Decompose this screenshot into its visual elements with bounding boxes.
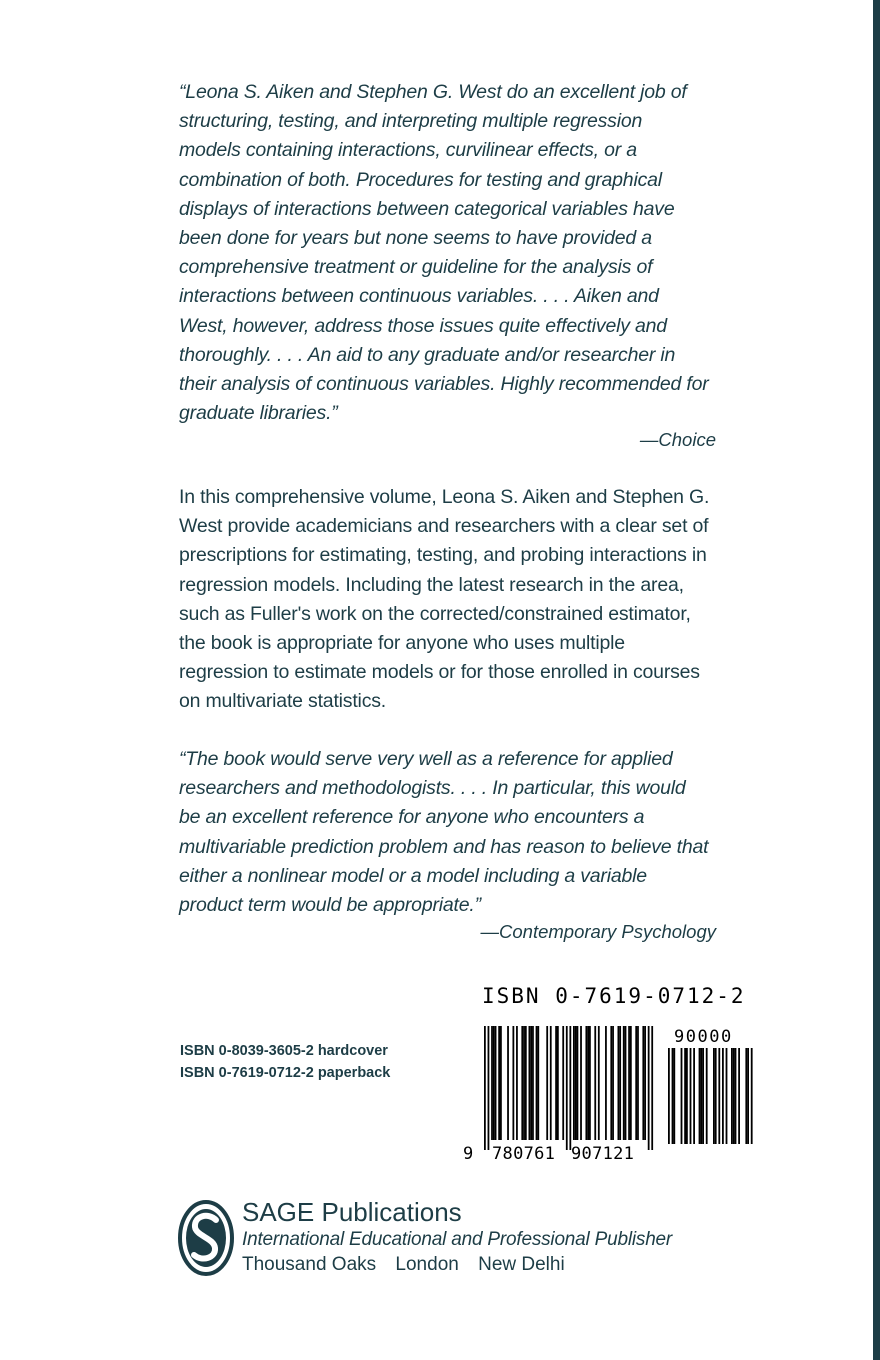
addon-digits: 90000 <box>674 1027 733 1047</box>
quote-line: product term would be appropriate.” <box>179 894 481 917</box>
sage-logo-icon <box>178 1200 234 1276</box>
barcode-bar <box>598 1026 600 1140</box>
addon-bar <box>681 1048 683 1144</box>
barcode-bar <box>575 1026 577 1140</box>
addon-bar <box>693 1048 695 1144</box>
ean-first-digit: 9 <box>463 1144 474 1164</box>
review-quote-choice <box>179 78 724 452</box>
city-london: London <box>395 1254 459 1275</box>
isbn-hardcover: ISBN 0-8039-3605-2 hardcover <box>180 1043 388 1059</box>
barcode-bar <box>580 1026 582 1140</box>
barcode-bar <box>523 1026 525 1140</box>
barcode-bar <box>577 1026 579 1140</box>
quote-line: thoroughly. . . . An aid to any graduate and/or researcher in <box>179 343 676 366</box>
publisher-cities <box>242 1253 565 1277</box>
barcode-bar <box>488 1026 490 1150</box>
ean-right-digits: 907121 <box>571 1144 635 1164</box>
isbn-list <box>180 1040 390 1084</box>
addon-bar <box>668 1048 670 1144</box>
quote-line: been done for years but none seems to have provided a <box>179 227 652 250</box>
addon-bar <box>735 1048 737 1144</box>
publisher-block <box>178 1196 738 1286</box>
barcode-bar <box>642 1026 644 1140</box>
ean-barcode <box>463 1026 661 1166</box>
barcode-bar <box>516 1026 518 1140</box>
barcode-bar <box>618 1026 620 1140</box>
quote-attribution: —Contemporary Psychology <box>480 921 716 943</box>
barcode-bar <box>529 1026 531 1140</box>
barcode-bar <box>612 1026 614 1140</box>
isbn-paperback: ISBN 0-7619-0712-2 paperback <box>180 1065 391 1081</box>
quote-line: structuring, testing, and interpreting multiple regression <box>179 110 643 133</box>
barcode-bar <box>605 1026 607 1140</box>
addon-bar <box>684 1048 686 1144</box>
publisher-tagline: International Educational and Professional Publisher <box>242 1229 673 1250</box>
book-description <box>179 483 724 717</box>
addon-bar <box>731 1048 733 1144</box>
barcode-bar <box>536 1026 538 1140</box>
review-quote-contemporary-psychology <box>179 745 724 944</box>
publisher-name: SAGE Publications <box>242 1197 462 1227</box>
addon-bar <box>702 1048 704 1144</box>
description-line: prescriptions for estimating, testing, and probing interactions in <box>179 544 707 567</box>
barcode-bar <box>637 1026 639 1140</box>
quote-line: graduate libraries.” <box>179 402 338 425</box>
quote-line: their analysis of continuous variables. Highly recommended for <box>179 373 709 396</box>
description-line: on multivariate statistics. <box>179 690 387 713</box>
barcode-bar <box>644 1026 646 1140</box>
addon-bar <box>699 1048 701 1144</box>
description-line: regression models. Including the latest research in the area, <box>179 573 684 596</box>
quote-line: be an excellent reference for anyone who encounters a <box>179 806 645 829</box>
barcode-bar <box>498 1026 500 1140</box>
quote-line: models containing interactions, curvilinear effects, or a <box>179 139 637 162</box>
barcode-bar <box>530 1026 532 1140</box>
description-line: such as Fuller's work on the corrected/constrained estimator, <box>179 602 691 625</box>
barcode-bar <box>569 1026 571 1150</box>
addon-bar <box>713 1048 715 1144</box>
addon-bar <box>673 1048 675 1144</box>
barcode-bar <box>507 1026 509 1140</box>
barcode-bar <box>623 1026 625 1140</box>
barcode-bar <box>484 1026 486 1150</box>
barcode-bar <box>493 1026 495 1140</box>
city-thousand-oaks: Thousand Oaks <box>242 1254 377 1275</box>
barcode-bar <box>521 1026 523 1140</box>
addon-bar <box>672 1048 674 1144</box>
quote-attribution: —Choice <box>639 429 716 451</box>
barcode-bar <box>589 1026 591 1140</box>
barcode-bar <box>587 1026 589 1140</box>
barcode-bar <box>573 1026 575 1140</box>
barcode-bar <box>550 1026 552 1140</box>
quote-line: combination of both. Procedures for testing and graphical <box>179 168 662 191</box>
addon-bar <box>751 1048 753 1144</box>
description-line: In this comprehensive volume, Leona S. Aiken and Stephen G. <box>179 486 710 508</box>
quote-line: comprehensive treatment or guideline for the analysis of <box>179 256 653 279</box>
barcode-bar <box>537 1026 539 1140</box>
barcode-bar <box>546 1026 548 1140</box>
barcode-bar <box>630 1026 632 1140</box>
city-new-delhi: New Delhi <box>478 1254 565 1275</box>
barcode-bar <box>648 1026 650 1150</box>
addon-bar <box>722 1048 724 1144</box>
barcode-bar <box>555 1026 557 1140</box>
quote-line: interactions between continuous variables. . . . Aiken and <box>179 285 659 308</box>
addon-bar <box>700 1048 702 1144</box>
barcode-bar <box>625 1026 627 1140</box>
barcode-bar <box>500 1026 502 1140</box>
addon-bar <box>738 1048 740 1144</box>
barcode-isbn-text: ISBN 0-7619-0712-2 <box>482 984 746 1008</box>
ean-left-digits: 780761 <box>492 1144 556 1164</box>
barcode-bar <box>566 1026 568 1150</box>
quote-line: either a nonlinear model or a model including a variable <box>179 864 647 887</box>
barcode-bar <box>495 1026 497 1140</box>
barcode-bar <box>562 1026 564 1140</box>
description-line: West provide academicians and researchers with a clear set of <box>179 515 709 538</box>
quote-line: “Leona S. Aiken and Stephen G. West do an excellent job of <box>179 81 687 103</box>
quote-line: West, however, address those issues quite effectively and <box>179 314 667 337</box>
addon-bar <box>706 1048 708 1144</box>
barcode-bar <box>651 1026 653 1150</box>
barcode-bar <box>619 1026 621 1140</box>
addon-bar <box>733 1048 735 1144</box>
addon-bar <box>715 1048 717 1144</box>
quote-line: “The book would serve very well as a reference for applied <box>179 748 673 770</box>
quote-line: researchers and methodologists. . . . In particular, this would <box>179 777 686 800</box>
description-line: regression to estimate models or for those enrolled in courses <box>179 661 700 684</box>
barcode-bar <box>532 1026 534 1140</box>
quote-line: multivariable prediction problem and has reason to believe that <box>179 835 709 858</box>
barcode-bar <box>610 1026 612 1140</box>
cover-spine-edge <box>873 0 880 1360</box>
barcode-bar <box>512 1026 514 1140</box>
barcode-bar <box>635 1026 637 1140</box>
addon-bar <box>690 1048 692 1144</box>
barcode-bar <box>628 1026 630 1140</box>
barcode-bar <box>525 1026 527 1140</box>
addon-bar <box>747 1048 749 1144</box>
addon-bar <box>745 1048 747 1144</box>
barcode-bar <box>585 1026 587 1140</box>
addon-bar <box>686 1048 688 1144</box>
addon-barcode <box>664 1026 754 1146</box>
addon-bar <box>726 1048 728 1144</box>
barcode-bar <box>557 1026 559 1140</box>
description-line: the book is appropriate for anyone who uses multiple <box>179 632 625 655</box>
barcode-bar <box>491 1026 493 1140</box>
quote-line: displays of interactions between categorical variables have <box>179 197 675 220</box>
addon-bar <box>718 1048 720 1144</box>
barcode-bar <box>594 1026 596 1140</box>
